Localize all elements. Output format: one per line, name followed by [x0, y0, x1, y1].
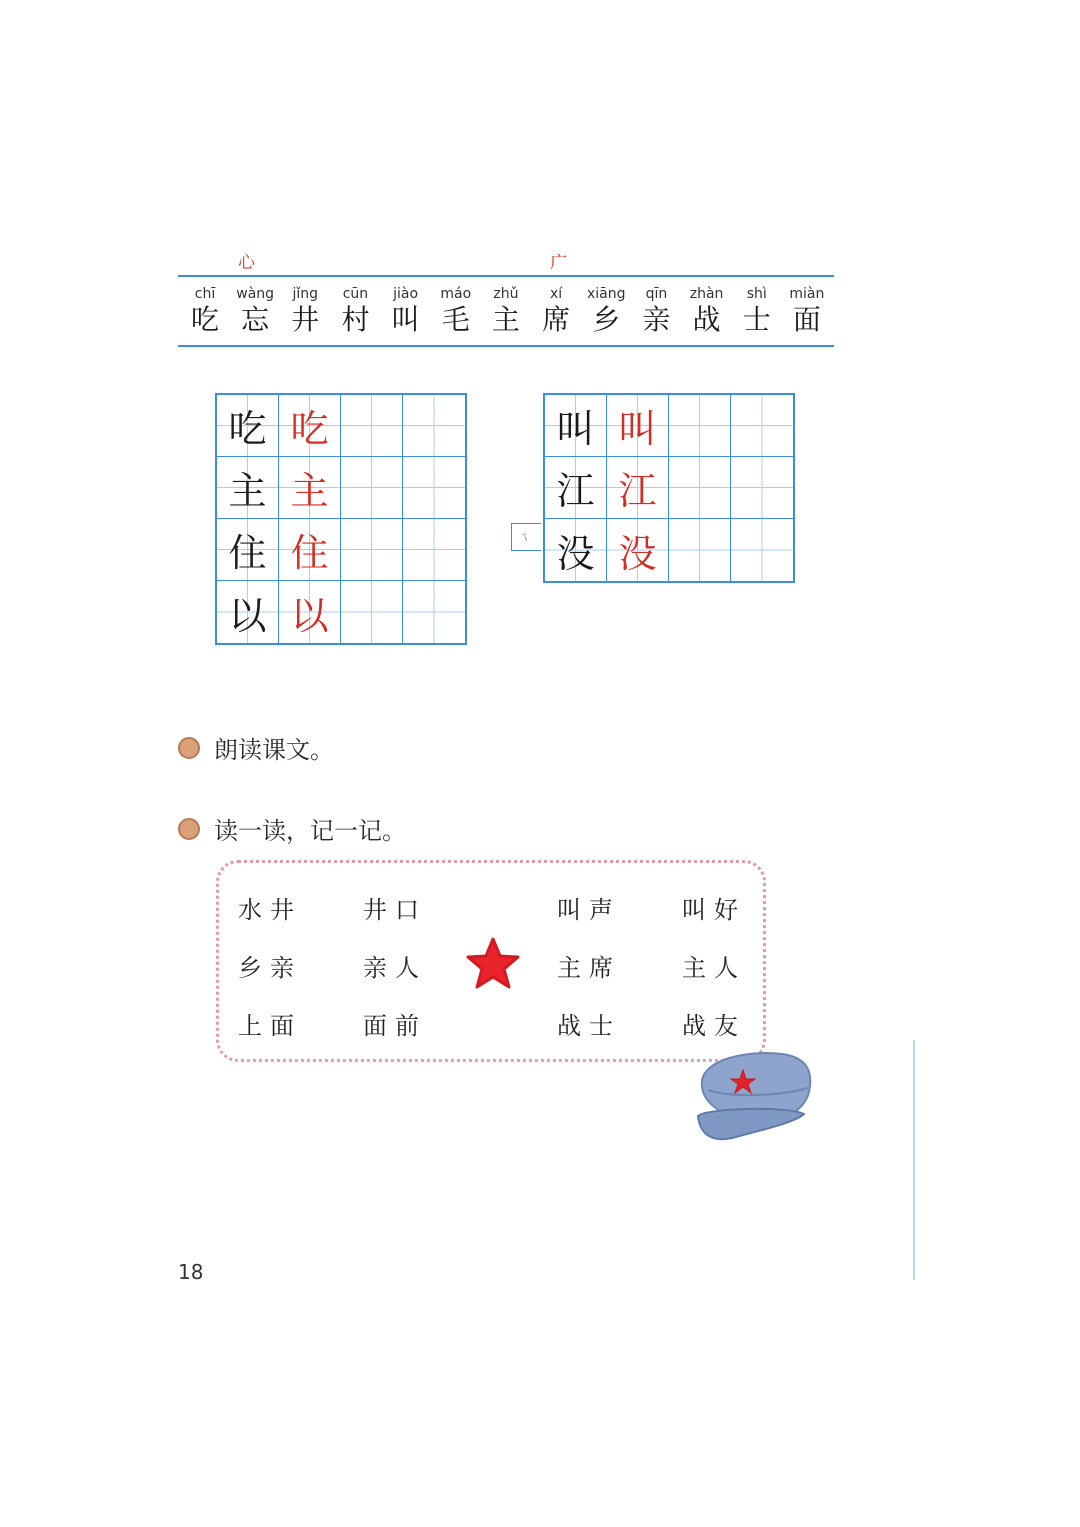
practice-cell	[669, 395, 731, 457]
radical-hint-heart: 心	[238, 253, 255, 273]
practice-cell	[731, 395, 793, 457]
grid-row	[545, 519, 793, 581]
hanzi: 战	[692, 303, 721, 336]
pinyin: jiào	[393, 286, 419, 302]
model-character: 叫	[545, 395, 607, 457]
practice-cell	[403, 581, 465, 643]
trace-character: 以	[279, 581, 341, 643]
practice-cell	[669, 457, 731, 519]
grid-row	[545, 457, 793, 519]
word-item: 乡亲	[238, 954, 302, 982]
radical-hint-shelter: 广	[550, 253, 567, 273]
word-item: 水井	[238, 896, 302, 924]
pinyin: zhàn	[689, 286, 724, 302]
hanzi: 村	[341, 303, 370, 336]
character-item	[784, 285, 830, 345]
hanzi: 席	[542, 303, 571, 336]
character-item	[583, 285, 629, 345]
model-character: 没	[545, 519, 607, 581]
hanzi: 乡	[592, 303, 621, 336]
character-item	[433, 285, 479, 345]
trace-character: 没	[607, 519, 669, 581]
hanzi: 亲	[642, 303, 671, 336]
instruction-text: 朗读课文。	[214, 736, 334, 764]
character-item	[684, 285, 730, 345]
character-item	[182, 285, 228, 345]
practice-cell	[341, 581, 403, 643]
pinyin: xí	[550, 286, 563, 302]
hanzi: 面	[792, 303, 821, 336]
writing-grid-right	[543, 393, 795, 583]
instruction-read-aloud	[178, 730, 334, 765]
page-number: 18	[178, 1260, 204, 1284]
grid-row	[545, 395, 793, 457]
character-item	[282, 285, 328, 345]
practice-cell	[403, 457, 465, 519]
hanzi: 毛	[441, 303, 470, 336]
pinyin: qīn	[645, 286, 668, 302]
hanzi: 忘	[241, 303, 270, 336]
character-item	[383, 285, 429, 345]
hanzi: 井	[291, 303, 320, 336]
pinyin: miàn	[789, 286, 825, 302]
word-item: 亲人	[363, 954, 427, 982]
army-cap-icon	[692, 1046, 818, 1150]
grid-row	[217, 581, 465, 643]
practice-cell	[341, 395, 403, 457]
trace-character: 主	[279, 457, 341, 519]
hanzi: 叫	[391, 303, 420, 336]
practice-cell	[731, 519, 793, 581]
practice-cell	[341, 519, 403, 581]
hanzi: 吃	[190, 303, 219, 336]
pinyin: shì	[746, 286, 767, 302]
word-item: 叫声	[557, 896, 621, 924]
character-item	[734, 285, 780, 345]
model-character: 主	[217, 457, 279, 519]
word-item: 主席	[557, 954, 621, 982]
practice-cell	[403, 395, 465, 457]
pinyin: xiāng	[586, 286, 626, 302]
grid-row	[217, 395, 465, 457]
pinyin: wàng	[236, 286, 275, 302]
word-item: 叫好	[682, 896, 746, 924]
practice-cell	[669, 519, 731, 581]
hanzi: 主	[491, 303, 520, 336]
red-star-icon	[465, 936, 521, 992]
trace-character: 叫	[607, 395, 669, 457]
writing-grid-left	[215, 393, 467, 645]
pinyin: jǐng	[292, 286, 319, 302]
character-item	[533, 285, 579, 345]
trace-character: 吃	[279, 395, 341, 457]
character-item	[483, 285, 529, 345]
stroke-bracket: ㄟ	[511, 523, 541, 551]
exercise-number-icon	[178, 818, 200, 840]
character-item	[332, 285, 378, 345]
word-item: 面前	[363, 1012, 427, 1040]
hanzi: 士	[742, 303, 771, 336]
pinyin: cūn	[342, 286, 369, 302]
pinyin: zhǔ	[493, 286, 519, 302]
instruction-text: 读一读，记一记。	[214, 817, 406, 845]
grid-row	[217, 519, 465, 581]
word-item: 战友	[682, 1012, 746, 1040]
word-item: 上面	[238, 1012, 302, 1040]
pinyin: máo	[440, 286, 472, 302]
character-item	[633, 285, 679, 345]
pinyin: chī	[194, 286, 216, 302]
practice-cell	[403, 519, 465, 581]
model-character: 江	[545, 457, 607, 519]
model-character: 以	[217, 581, 279, 643]
model-character: 住	[217, 519, 279, 581]
model-character: 吃	[217, 395, 279, 457]
grid-row	[217, 457, 465, 519]
practice-cell	[341, 457, 403, 519]
word-item: 井口	[363, 896, 427, 924]
new-character-strip	[178, 275, 834, 347]
instruction-read-remember	[178, 811, 406, 846]
page-edge-line	[913, 1040, 915, 1280]
practice-cell	[731, 457, 793, 519]
word-item: 战士	[557, 1012, 621, 1040]
character-item	[232, 285, 278, 345]
exercise-number-icon	[178, 737, 200, 759]
word-item: 主人	[682, 954, 746, 982]
trace-character: 住	[279, 519, 341, 581]
trace-character: 江	[607, 457, 669, 519]
